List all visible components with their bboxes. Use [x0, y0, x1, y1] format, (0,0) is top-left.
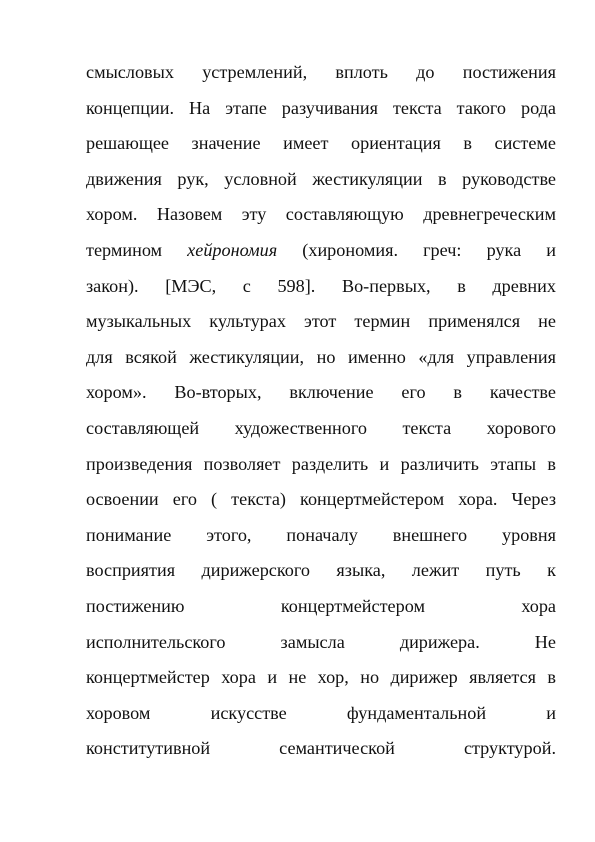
- text-line-14: понимание этого, поначалу внешнего уровня: [86, 524, 556, 545]
- text-line-10: хором». Во-вторых, включение его в качестве: [86, 382, 556, 403]
- text-line-11: составляющей художественного текста хорового: [86, 417, 556, 438]
- text-line-18: концертмейстер хора и не хор, но дирижер является в: [86, 667, 556, 688]
- body-text: [86, 55, 556, 767]
- text-line-8: музыкальных культурах этот термин применялся не: [86, 311, 556, 332]
- term-cheironomia: хейрономия: [187, 239, 278, 260]
- text-line-9: для всякой жестикуляции, но именно «для управления: [86, 346, 556, 367]
- text-line-2: концепции. На этапе разучивания текста такого рода: [86, 97, 556, 118]
- text-line-5: хором. Назовем эту составляющую древнегреческим: [86, 204, 556, 225]
- text-line-6-before: термином: [86, 239, 188, 260]
- text-line-17: исполнительского замысла дирижера. Не: [86, 631, 556, 652]
- text-line-4: движения рук, условной жестикуляции в руководстве: [86, 168, 556, 189]
- text-line-13: освоении его ( текста) концертмейстером хора. Через: [86, 489, 556, 510]
- text-line-15: восприятия дирижерского языка, лежит путь к: [86, 560, 556, 581]
- text-line-1: смысловых устремлений, вплоть до постижения: [86, 62, 556, 82]
- text-line-3: решающее значение имеет ориентация в системе: [86, 133, 556, 154]
- text-line-16: постижению концертмейстером хора: [86, 595, 556, 616]
- text-line-6: [86, 233, 556, 269]
- text-line-19: хоровом искусстве фундаментальной и: [86, 702, 556, 723]
- text-line-6-after: (хирономия. греч: рука и: [277, 239, 556, 260]
- text-line-12: произведения позволяет разделить и различить этапы в: [86, 453, 556, 474]
- text-line-20: конститутивной семантической структурой.: [86, 738, 556, 759]
- text-line-7: закон). [МЭС, с 598]. Во-первых, в древних: [86, 275, 556, 296]
